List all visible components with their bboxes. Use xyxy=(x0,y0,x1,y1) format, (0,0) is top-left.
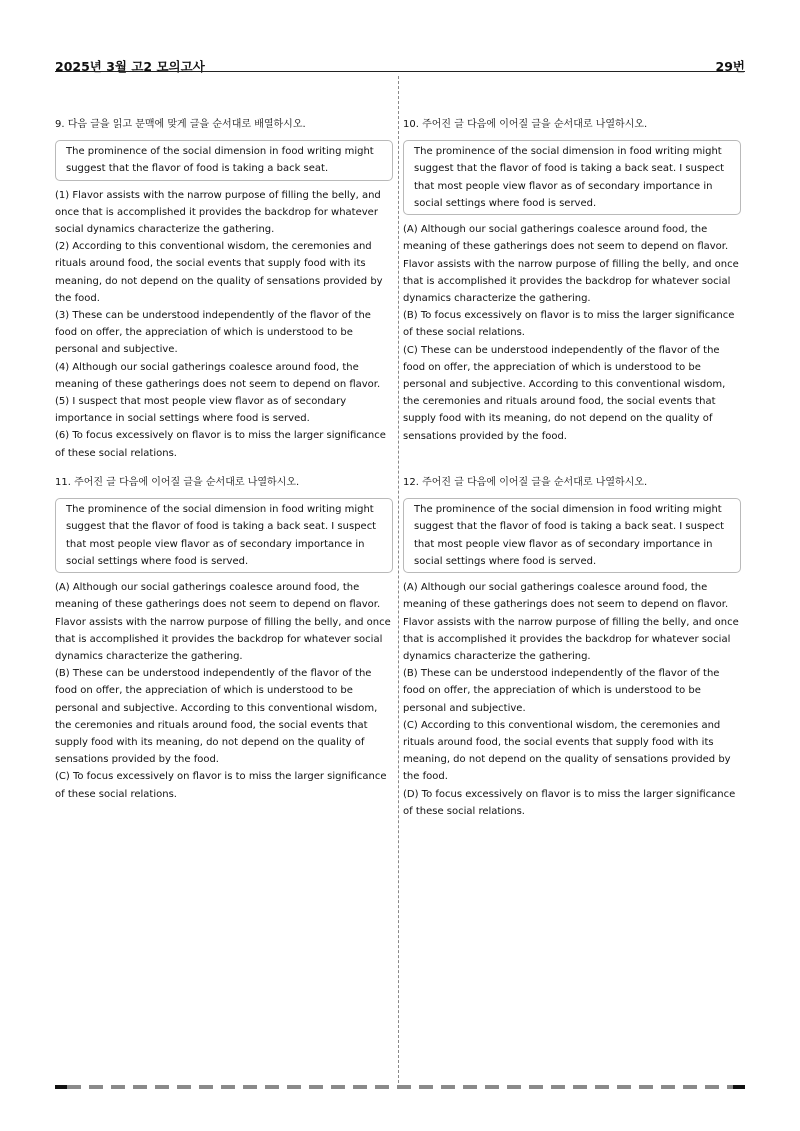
question-title: 12. 주어진 글 다음에 이어질 글을 순서대로 나열하시오. xyxy=(403,477,648,488)
question-title: 9. 다음 글을 읽고 문맥에 맞게 글을 순서대로 배열하시오. xyxy=(55,119,306,130)
given-passage-box: The prominence of the social dimension in food writing might suggest that the flavor of food is taking a back seat. xyxy=(55,140,393,181)
given-passage-box: The prominence of the social dimension in food writing might suggest that the flavor of food is taking a back seat. I suspect that most people view flavor as of secondary importance in social settings where food is served. xyxy=(55,498,393,573)
passage-item: (6) To focus excessively on flavor is to miss the larger significance of these social relations. xyxy=(55,430,386,459)
passage-item: (C) According to this conventional wisdom, the ceremonies and rituals around food, the social events that supply food with its meaning, do not depend on the quality of sensations provided by the food. xyxy=(403,719,731,783)
passage-item: (1) Flavor assists with the narrow purpose of filling the belly, and once that is accomplished it provides the backdrop for whatever social dynamics characterize the gathering. xyxy=(55,189,381,235)
passage-items xyxy=(55,579,393,803)
passage-items xyxy=(403,579,741,820)
passage-item: (4) Although our social gatherings coalesce around food, the meaning of these gatherings does not seem to depend on flavor. xyxy=(55,361,381,390)
passage-item: (3) These can be understood independently of the flavor of the food on offer, the appreciation of which is understood to be personal and subjective. xyxy=(55,310,371,356)
passage-item: (D) To focus excessively on flavor is to miss the larger significance of these social relations. xyxy=(403,788,736,817)
passage-item: (2) According to this conventional wisdom, the ceremonies and rituals around food, the social events that supply food with its meaning, do not depend on the quality of sensations provided by the food. xyxy=(55,241,383,304)
question-11 xyxy=(55,476,393,803)
question-title: 11. 주어진 글 다음에 이어질 글을 순서대로 나열하시오. xyxy=(55,477,300,488)
passage-item: (B) These can be understood independently of the flavor of the food on offer, the appreciation of which is understood to be personal and subjective. xyxy=(403,668,720,714)
question-title: 10. 주어진 글 다음에 이어질 글을 순서대로 나열하시오. xyxy=(403,119,648,130)
passage-item: (C) To focus excessively on flavor is to miss the larger significance of these social relations. xyxy=(55,771,387,800)
passage-item: (B) These can be understood independently of the flavor of the food on offer, the appreciation of which is understood to be personal and subjective. According to this conventional wisdom, the ceremonies and rituals around food, the social events that supply food with its meaning, do not depend on the quality of sensations provided by the food. xyxy=(55,668,378,766)
column-divider xyxy=(398,76,399,1088)
question-9 xyxy=(55,118,393,462)
passage-item: (A) Although our social gatherings coalesce around food, the meaning of these gatherings does not seem to depend on flavor. Flavor assists with the narrow purpose of filling the belly, and once that is accomplished it provides the backdrop for whatever social dynamics characterize the gathering. xyxy=(403,224,739,304)
exam-title: 2025년 3월 고2 모의고사 xyxy=(55,59,205,74)
passage-item: (C) These can be understood independently of the flavor of the food on offer, the appreciation of which is understood to be personal and subjective. According to this conventional wisdom, the ceremonies and rituals around food, the social events that supply food with its meaning, do not depend on the quality of sensations provided by the food. xyxy=(403,344,726,442)
question-10 xyxy=(403,118,741,445)
passage-items xyxy=(55,187,393,462)
footer-bar-end xyxy=(733,1085,745,1089)
footer-bar-dashes xyxy=(67,1085,733,1089)
given-passage-box: The prominence of the social dimension in food writing might suggest that the flavor of food is taking a back seat. I suspect that most people view flavor as of secondary importance in social settings where food is served. xyxy=(403,140,741,215)
header-rule xyxy=(55,71,745,72)
question-range: 29번 xyxy=(715,59,745,74)
passage-item: (A) Although our social gatherings coalesce around food, the meaning of these gatherings does not seem to depend on flavor. Flavor assists with the narrow purpose of filling the belly, and once that is accomplished it provides the backdrop for whatever social dynamics characterize the gathering. xyxy=(55,582,391,662)
page-header xyxy=(55,57,745,74)
passage-item: (B) To focus excessively on flavor is to miss the larger significance of these social relations. xyxy=(403,310,735,339)
question-12 xyxy=(403,476,741,820)
passage-item: (5) I suspect that most people view flavor as of secondary importance in social settings where food is served. xyxy=(55,396,347,425)
passage-items xyxy=(403,221,741,445)
footer-bar-end xyxy=(55,1085,67,1089)
footer-bar xyxy=(55,1085,745,1089)
given-passage-box: The prominence of the social dimension in food writing might suggest that the flavor of food is taking a back seat. I suspect that most people view flavor as of secondary importance in social settings where food is served. xyxy=(403,498,741,573)
passage-item: (A) Although our social gatherings coalesce around food, the meaning of these gatherings does not seem to depend on flavor. Flavor assists with the narrow purpose of filling the belly, and once that is accomplished it provides the backdrop for whatever social dynamics characterize the gathering. xyxy=(403,582,739,662)
